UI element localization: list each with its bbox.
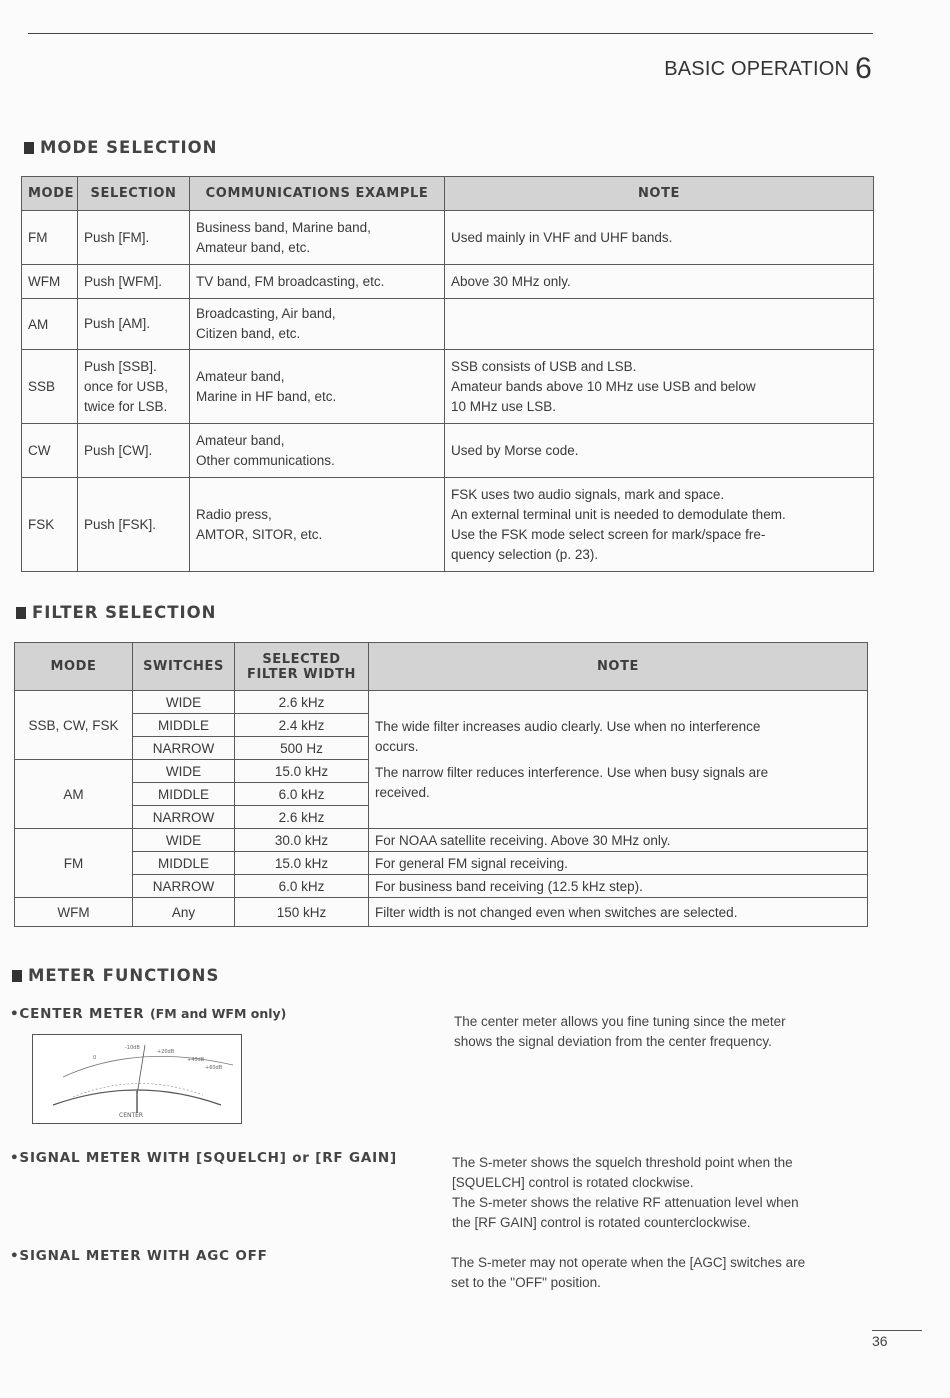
agc-meter-heading: •SIGNAL METER WITH AGC OFF [10, 1248, 268, 1264]
width-cell: 6.0 kHz [235, 783, 369, 806]
filter-table [14, 642, 868, 927]
width-cell: 15.0 kHz [235, 760, 369, 783]
column-header: SWITCHES [133, 643, 235, 691]
table-row [15, 691, 868, 714]
table-row [22, 211, 874, 265]
width-cell: 6.0 kHz [235, 875, 369, 898]
mode-cell: CW [22, 424, 78, 478]
column-header: COMMUNICATIONS EXAMPLE [190, 177, 445, 211]
page-number: 36 [872, 1330, 922, 1349]
section-bullet [24, 142, 34, 154]
selection-cell: Push [WFM]. [78, 265, 190, 299]
width-cell: 2.6 kHz [235, 806, 369, 829]
meter-section-title: METER FUNCTIONS [12, 966, 219, 985]
width-cell: 2.4 kHz [235, 714, 369, 737]
width-cell: 2.6 kHz [235, 691, 369, 714]
switch-cell: NARROW [133, 737, 235, 760]
mode-cell: FM [22, 211, 78, 265]
table-row [15, 852, 868, 875]
table-row [22, 299, 874, 350]
switch-cell: WIDE [133, 829, 235, 852]
selection-cell: Push [FM]. [78, 211, 190, 265]
meter-dial-svg [33, 1035, 241, 1123]
note-cell: For business band receiving (12.5 kHz step). [369, 875, 868, 898]
table-row [15, 875, 868, 898]
example-cell: Amateur band, Other communications. [190, 424, 445, 478]
selection-cell: Push [CW]. [78, 424, 190, 478]
top-rule [28, 33, 873, 34]
table-row [22, 478, 874, 572]
mode-cell: WFM [15, 898, 133, 927]
example-cell: Radio press, AMTOR, SITOR, etc. [190, 478, 445, 572]
svg-text:-10dB: -10dB [125, 1045, 140, 1051]
section-bullet [12, 970, 22, 982]
chapter-heading [664, 52, 872, 86]
chapter-number: 6 [855, 52, 872, 85]
filter-section-title: FILTER SELECTION [16, 603, 216, 622]
mode-cell: WFM [22, 265, 78, 299]
selection-cell: Push [SSB]. once for USB, twice for LSB. [78, 350, 190, 424]
note-cell: FSK uses two audio signals, mark and space. An external terminal unit is needed to demodulate them. Use the FSK mode select screen for mark/space fre- quency selection (p. 23). [445, 478, 874, 572]
table-header-row [15, 643, 868, 691]
note-cell: For NOAA satellite receiving. Above 30 MHz only. [369, 829, 868, 852]
mode-cell: SSB, CW, FSK [15, 691, 133, 760]
table-row [22, 350, 874, 424]
switch-cell: WIDE [133, 691, 235, 714]
dial-center-label: CENTER [119, 1112, 144, 1119]
note-cell: For general FM signal receiving. [369, 852, 868, 875]
mode-cell: AM [15, 760, 133, 829]
column-header: NOTE [445, 177, 874, 211]
switch-cell: WIDE [133, 760, 235, 783]
example-cell: Broadcasting, Air band, Citizen band, etc. [190, 299, 445, 350]
center-meter-qualifier: (FM and WFM only) [149, 1006, 287, 1021]
width-cell: 500 Hz [235, 737, 369, 760]
center-meter-description: The center meter allows you fine tuning since the meter shows the signal deviation from the center frequency. [454, 1014, 786, 1049]
mode-cell: AM [22, 299, 78, 350]
width-cell: 15.0 kHz [235, 852, 369, 875]
selection-cell: Push [FSK]. [78, 478, 190, 572]
svg-text:0: 0 [93, 1055, 97, 1061]
column-header: NOTE [369, 643, 868, 691]
switch-cell: MIDDLE [133, 714, 235, 737]
switch-cell: Any [133, 898, 235, 927]
note-cell: Used mainly in VHF and UHF bands. [445, 211, 874, 265]
agc-meter-description: The S-meter may not operate when the [AGC] switches are set to the "OFF" position. [451, 1255, 806, 1290]
svg-text:+20dB: +20dB [157, 1049, 175, 1055]
note-cell: SSB consists of USB and LSB. Amateur bands above 10 MHz use USB and below 10 MHz use LSB. [445, 350, 874, 424]
mode-table [21, 176, 874, 572]
section-bullet [16, 607, 26, 619]
note-cell: Above 30 MHz only. [445, 265, 874, 299]
table-row [15, 829, 868, 852]
center-meter-illustration [32, 1034, 242, 1124]
table-row [15, 898, 868, 927]
center-meter-heading: •CENTER METER (FM and WFM only) [10, 1006, 287, 1022]
squelch-meter-description: The S-meter shows the squelch threshold point when the [SQUELCH] control is rotated clockwise. The S-meter shows the relative RF attenuation level when the [RF GAIN] control is rotated counterclockwise. [452, 1155, 799, 1230]
svg-text:+40dB: +40dB [187, 1057, 205, 1063]
table-header-row [22, 177, 874, 211]
column-header: SELECTED FILTER WIDTH [235, 643, 369, 691]
table-row [22, 424, 874, 478]
example-cell: Business band, Marine band, Amateur band, etc. [190, 211, 445, 265]
selection-cell: Push [AM]. [78, 299, 190, 350]
svg-text:+60dB: +60dB [205, 1065, 223, 1071]
switch-cell: NARROW [133, 875, 235, 898]
switch-cell: MIDDLE [133, 783, 235, 806]
note-cell: Used by Morse code. [445, 424, 874, 478]
switch-cell: NARROW [133, 806, 235, 829]
squelch-meter-heading: •SIGNAL METER WITH [SQUELCH] or [RF GAIN] [10, 1150, 397, 1166]
shared-note-cell: The wide filter increases audio clearly. Use when no interference occurs. The narrow filter reduces interference. Use when busy signals are received. [369, 691, 868, 829]
width-cell: 30.0 kHz [235, 829, 369, 852]
mode-cell: FSK [22, 478, 78, 572]
column-header: SELECTION [78, 177, 190, 211]
column-header: MODE [22, 177, 78, 211]
mode-cell: SSB [22, 350, 78, 424]
mode-section-title: MODE SELECTION [24, 138, 217, 157]
table-row [22, 265, 874, 299]
example-cell: Amateur band, Marine in HF band, etc. [190, 350, 445, 424]
example-cell: TV band, FM broadcasting, etc. [190, 265, 445, 299]
switch-cell: MIDDLE [133, 852, 235, 875]
mode-cell: FM [15, 829, 133, 898]
chapter-title: BASIC OPERATION [664, 58, 850, 80]
note-cell [445, 299, 874, 350]
width-cell: 150 kHz [235, 898, 369, 927]
column-header: MODE [15, 643, 133, 691]
note-cell: Filter width is not changed even when switches are selected. [369, 898, 868, 927]
